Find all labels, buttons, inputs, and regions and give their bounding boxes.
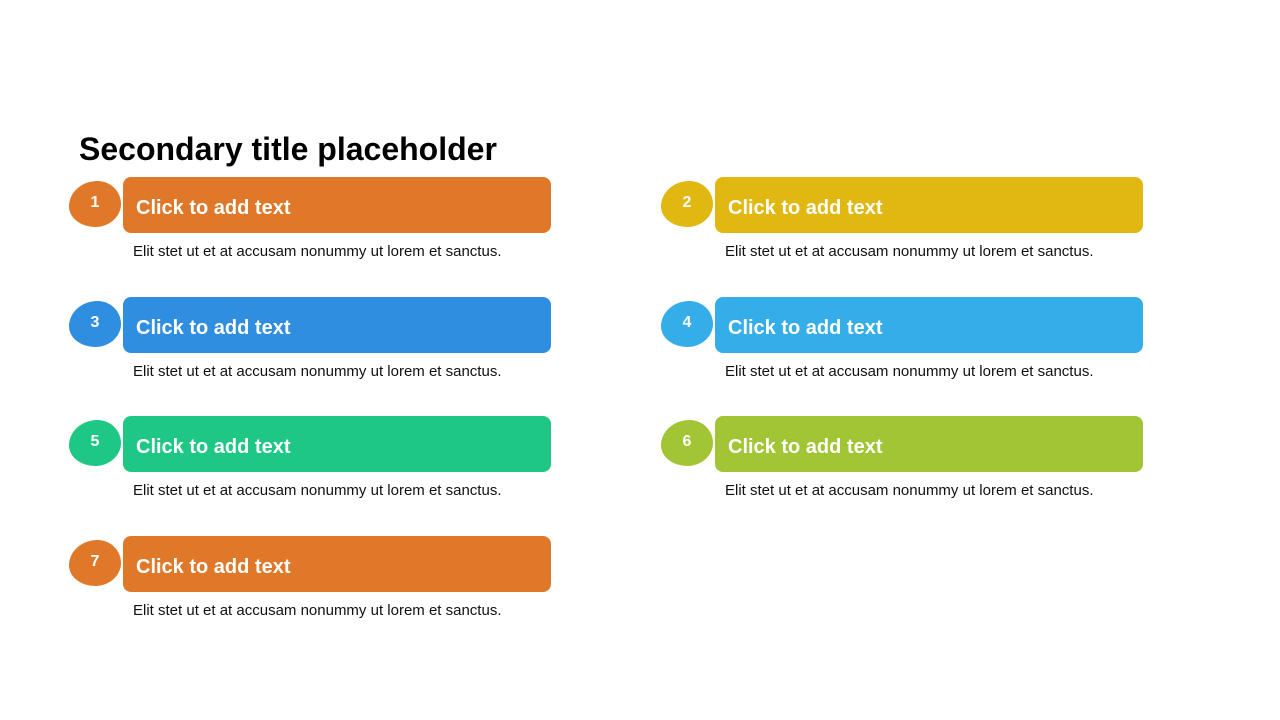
slide-title[interactable]: Secondary title placeholder <box>79 131 497 167</box>
item-description[interactable]: Elit stet ut et at accusam nonummy ut lorem et sanctus. <box>133 602 502 619</box>
item-description[interactable]: Elit stet ut et at accusam nonummy ut lorem et sanctus. <box>133 482 502 499</box>
list-item-4 <box>661 297 1143 387</box>
list-item-1 <box>69 177 551 267</box>
item-heading[interactable]: Click to add text <box>123 536 551 592</box>
list-item-3 <box>69 297 551 387</box>
item-description[interactable]: Elit stet ut et at accusam nonummy ut lorem et sanctus. <box>725 363 1094 380</box>
item-heading[interactable]: Click to add text <box>123 177 551 233</box>
number-badge: 3 <box>69 301 121 347</box>
number-badge: 6 <box>661 420 713 466</box>
item-description[interactable]: Elit stet ut et at accusam nonummy ut lorem et sanctus. <box>133 243 502 260</box>
number-badge: 4 <box>661 301 713 347</box>
item-description[interactable]: Elit stet ut et at accusam nonummy ut lorem et sanctus. <box>133 363 502 380</box>
item-heading[interactable]: Click to add text <box>123 416 551 472</box>
list-item-5 <box>69 416 551 506</box>
list-item-6 <box>661 416 1143 506</box>
number-badge: 5 <box>69 420 121 466</box>
number-badge: 7 <box>69 540 121 586</box>
number-badge: 1 <box>69 181 121 227</box>
number-badge: 2 <box>661 181 713 227</box>
list-item-2 <box>661 177 1143 267</box>
item-heading[interactable]: Click to add text <box>715 177 1143 233</box>
item-heading[interactable]: Click to add text <box>123 297 551 353</box>
item-description[interactable]: Elit stet ut et at accusam nonummy ut lorem et sanctus. <box>725 482 1094 499</box>
item-heading[interactable]: Click to add text <box>715 297 1143 353</box>
item-description[interactable]: Elit stet ut et at accusam nonummy ut lorem et sanctus. <box>725 243 1094 260</box>
item-heading[interactable]: Click to add text <box>715 416 1143 472</box>
list-item-7 <box>69 536 551 626</box>
